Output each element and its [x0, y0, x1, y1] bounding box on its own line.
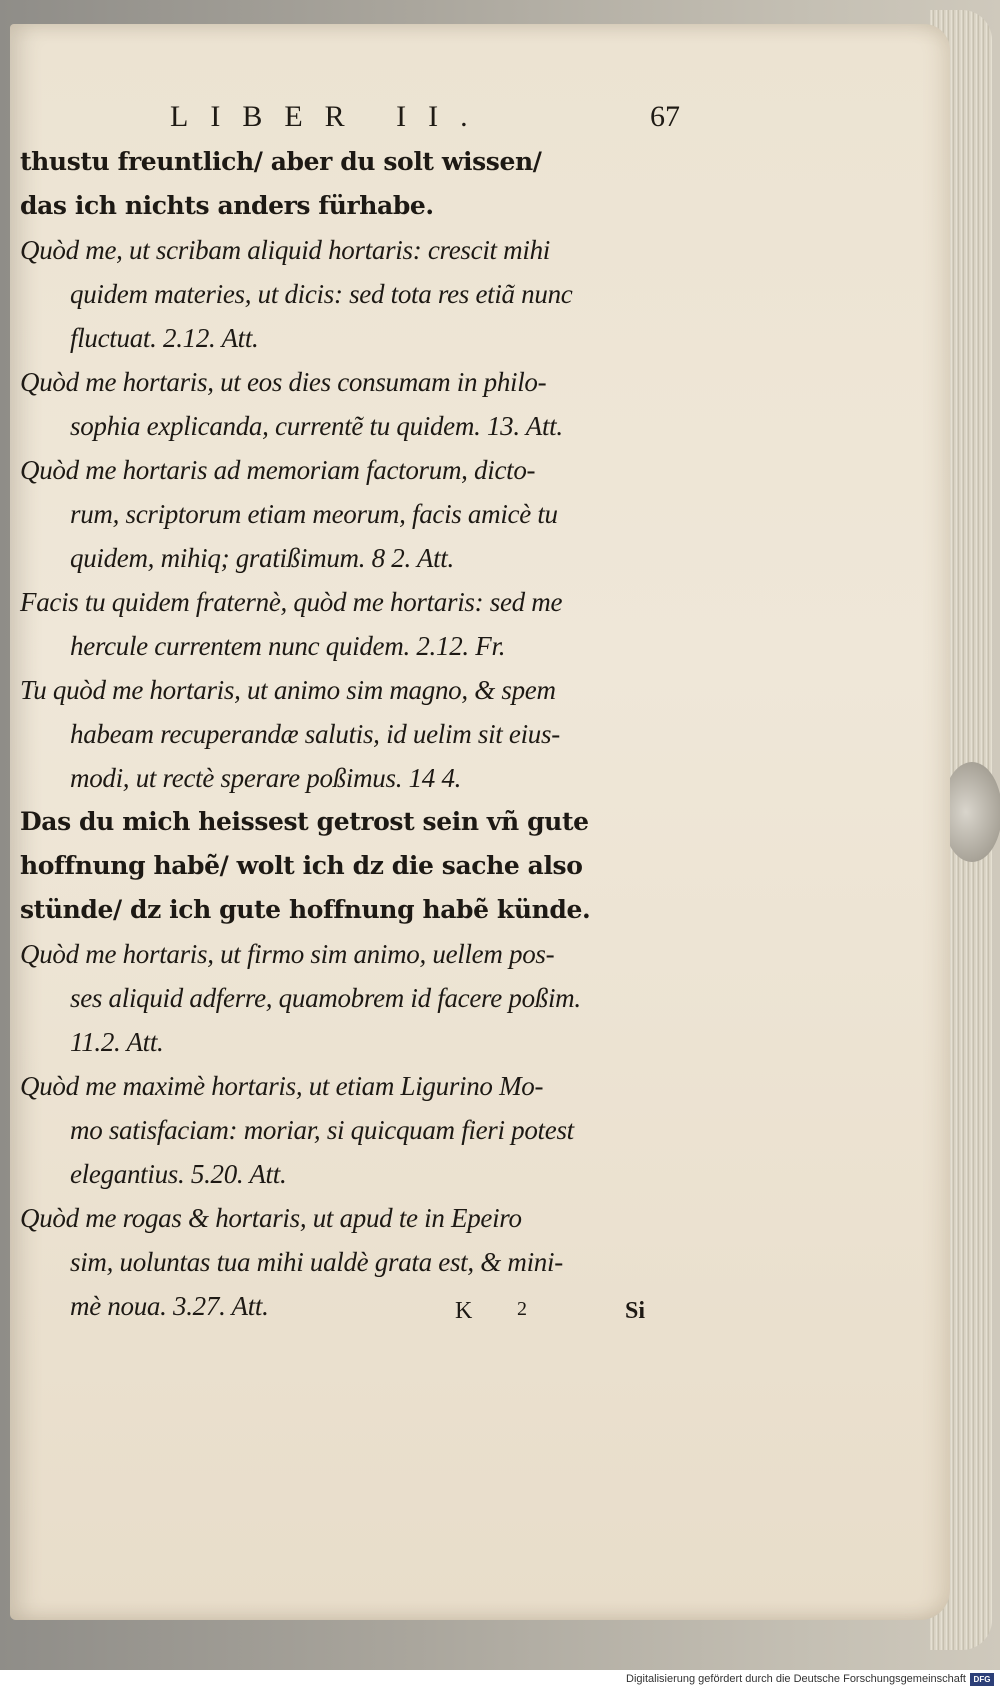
text-line: ses aliquid adferre, quamobrem id facere poßim.	[70, 983, 581, 1013]
text-line: Tu quòd me hortaris, ut animo sim magno, & spem	[20, 675, 556, 705]
text-line: Quòd me hortaris ad memoriam factorum, dicto-	[20, 455, 536, 485]
text-line: Quòd me hortaris, ut firmo sim animo, uellem pos-	[20, 939, 555, 969]
text-line: quidem materies, ut dicis: sed tota res etiã nunc	[70, 279, 573, 309]
text-line: sim, uoluntas tua mihi ualdè grata est, & mini-	[70, 1247, 563, 1277]
text-line: mo satisfaciam: moriar, si quicquam fieri potest	[70, 1115, 574, 1145]
text-line: sophia explicanda, currentẽ tu quidem. 13. Att.	[70, 411, 563, 441]
text-line: rum, scriptorum etiam meorum, facis amicè tu	[70, 499, 558, 529]
text-line: 11.2. Att.	[70, 1027, 164, 1057]
credit-text: Digitalisierung gefördert durch die Deutsche Forschungsgemeinschaft	[626, 1673, 966, 1685]
text-line: Quòd me rogas & hortaris, ut apud te in Epeiro	[20, 1203, 522, 1233]
running-title: LIBER II.	[170, 100, 490, 133]
text-line: Quòd me hortaris, ut eos dies consumam in philo-	[20, 367, 547, 397]
text-line: habeam recuperandæ salutis, id uelim sit eius-	[70, 719, 560, 749]
text-line: mè noua. 3.27. Att.	[70, 1291, 269, 1321]
folio-number: 67	[650, 100, 680, 133]
catch-line	[455, 1298, 645, 1338]
signature-mark: K	[455, 1298, 473, 1324]
text-line: stünde/ dz ich gute hoffnung habẽ künde.	[20, 895, 591, 924]
text-block	[20, 140, 660, 1328]
page-header	[160, 100, 680, 144]
book-clasp	[942, 762, 1000, 862]
text-line: Facis tu quidem fraternè, quòd me hortaris: sed me	[20, 587, 563, 617]
catchword: Si	[624, 1298, 645, 1324]
text-line: hercule currentem nunc quidem. 2.12. Fr.	[70, 631, 506, 661]
text-line: Das du mich heissest getrost sein vñ gute	[20, 807, 589, 836]
text-line: fluctuat. 2.12. Att.	[70, 323, 259, 353]
text-line: thustu freuntlich/ aber du solt wissen/	[20, 147, 542, 176]
dfg-logo: DFG	[970, 1673, 994, 1686]
text-line: elegantius. 5.20. Att.	[70, 1159, 287, 1189]
text-line: hoffnung habẽ/ wolt ich dz die sache also	[20, 851, 583, 880]
credit-bar	[0, 1670, 1000, 1690]
text-line: modi, ut rectè sperare poßimus. 14 4.	[70, 763, 462, 793]
text-line: das ich nichts anders fürhabe.	[20, 191, 434, 220]
text-line: quidem, mihiq; gratißimum. 8 2. Att.	[70, 543, 454, 573]
text-line: Quòd me, ut scribam aliquid hortaris: crescit mihi	[20, 235, 550, 265]
text-line: Quòd me maximè hortaris, ut etiam Ligurino Mo-	[20, 1071, 544, 1101]
signature-number: 2	[517, 1298, 527, 1320]
